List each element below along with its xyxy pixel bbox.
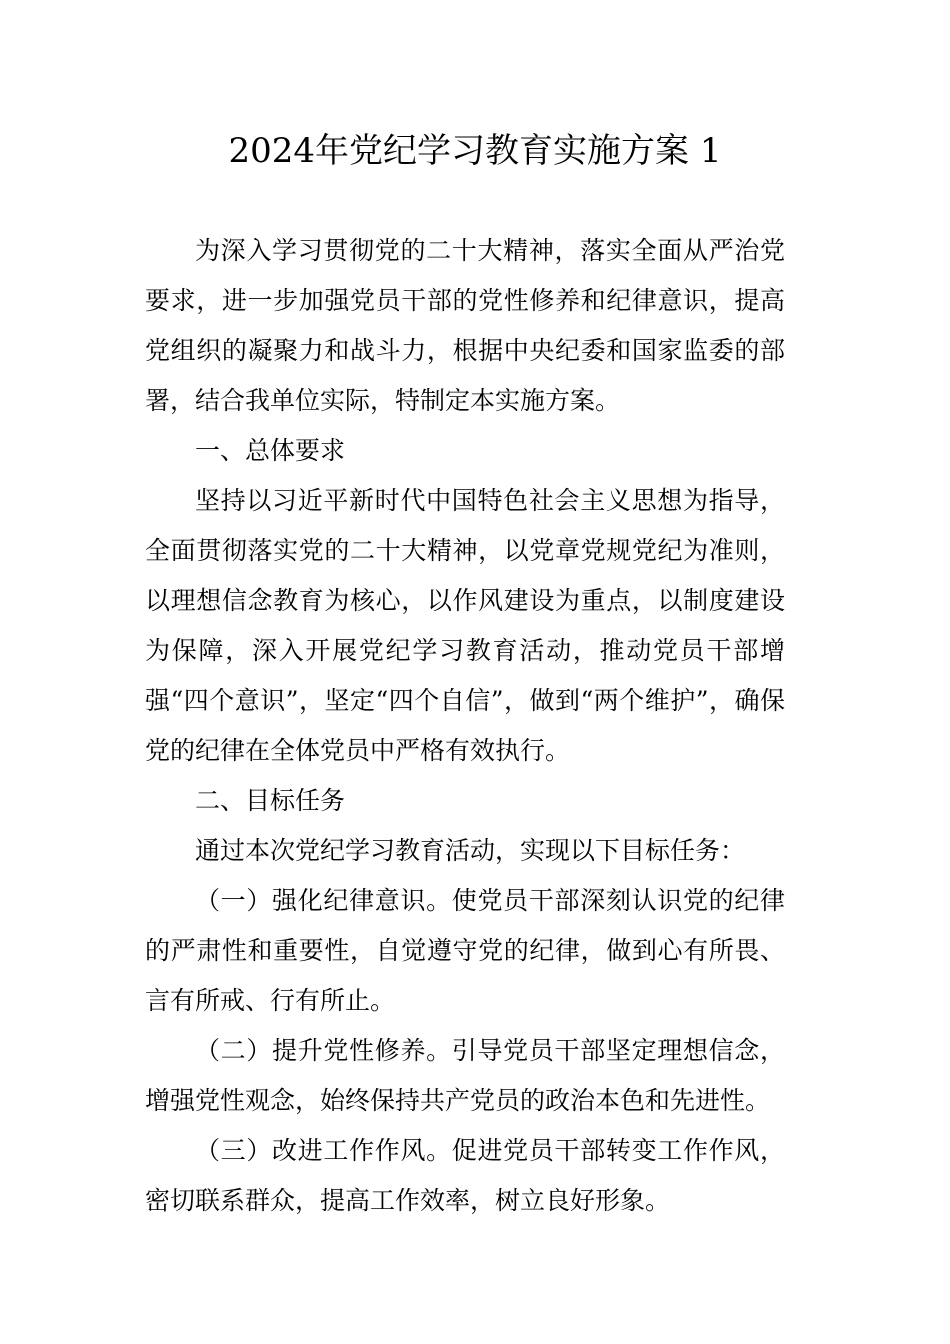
section-2-item-2: （二）提升党性修养。引导党员干部坚定理想信念，增强党性观念，始终保持共产党员的政治本色和先进性。 [145,1036,785,1115]
section-1-paragraph: 坚持以习近平新时代中国特色社会主义思想为指导，全面贯彻落实党的二十大精神，以党章党规党纪为准则，以理想信念教育为核心，以作风建设为重点，以制度建设为保障，深入开展党纪学习教育活动，推动党员干部增强“四个意识”，坚定“四个自信”，做到“两个维护”，确保党的纪律在全体党员中严格有效执行。 [145,486,785,765]
document-title: 2024年党纪学习教育实施方案 1 [228,131,722,171]
section-2-lead: 通过本次党纪学习教育活动，实现以下目标任务： [195,836,746,865]
section-2-item-3: （三）改进工作作风。促进党员干部转变工作作风，密切联系群众，提高工作效率，树立良好形象。 [145,1136,785,1215]
intro-paragraph: 为深入学习贯彻党的二十大精神，落实全面从严治党要求，进一步加强党员干部的党性修养和纪律意识，提高党组织的凝聚力和战斗力，根据中央纪委和国家监委的部署，结合我单位实际，特制定本实施方案。 [145,236,785,415]
section-2-heading: 二、目标任务 [195,786,346,815]
document-body [145,226,785,1226]
section-1-heading: 一、总体要求 [195,436,346,465]
section-2-item-1: （一）强化纪律意识。使党员干部深刻认识党的纪律的严肃性和重要性，自觉遵守党的纪律，做到心有所畏、言有所戒、行有所止。 [145,886,785,1015]
